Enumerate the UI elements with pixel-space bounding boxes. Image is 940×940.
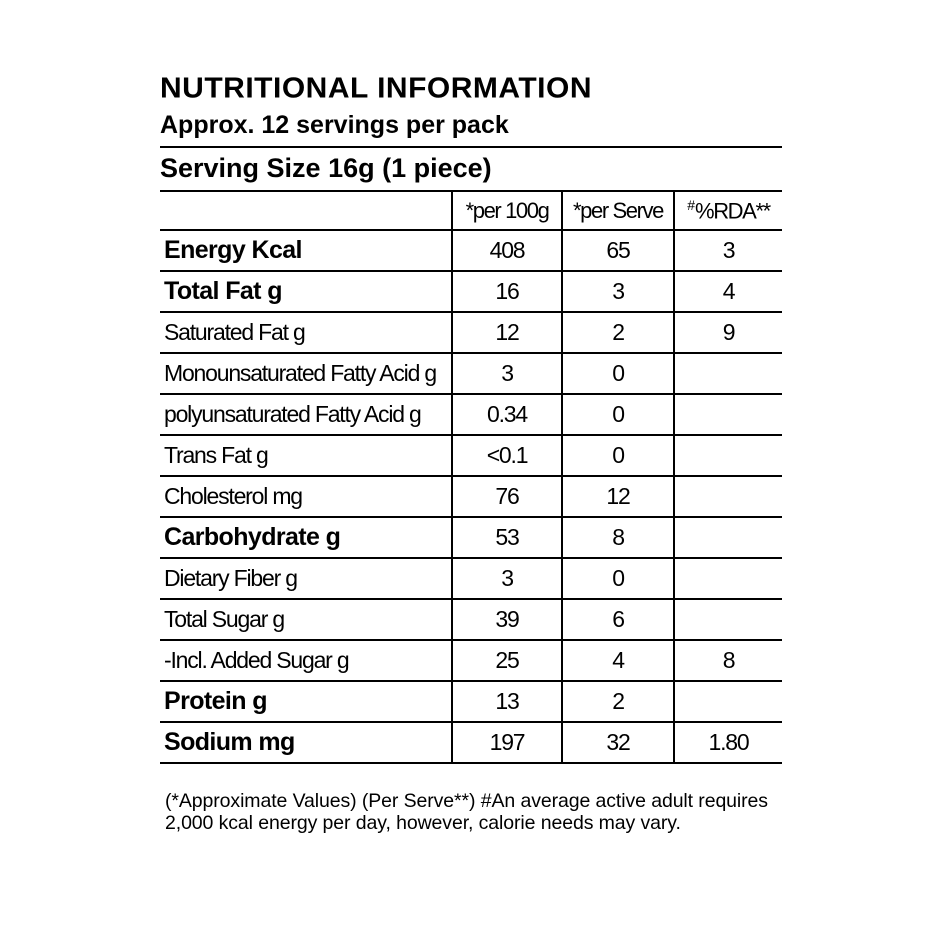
value-per-100g: 197 [452,722,562,763]
nutrient-name: polyunsaturated Fatty Acid g [160,394,452,435]
value-per-serve: 65 [562,230,674,271]
value-per-serve: 4 [562,640,674,681]
value-per-100g: 16 [452,271,562,312]
nutrition-table-body [160,230,782,763]
value-rda: 9 [674,312,782,353]
nutrient-name: Protein g [160,681,452,722]
nutrient-name: Cholesterol mg [160,476,452,517]
nutrient-name: Dietary Fiber g [160,558,452,599]
value-per-100g: 39 [452,599,562,640]
nutrient-name: Total Fat g [160,271,452,312]
nutrient-name: Trans Fat g [160,435,452,476]
value-per-100g: 408 [452,230,562,271]
value-rda [674,517,782,558]
value-rda [674,476,782,517]
table-row [160,271,782,312]
value-per-100g: 0.34 [452,394,562,435]
table-row [160,599,782,640]
value-rda: 8 [674,640,782,681]
value-per-serve: 2 [562,312,674,353]
value-rda: 4 [674,271,782,312]
nutrient-name: -Incl. Added Sugar g [160,640,452,681]
table-header-row [160,191,782,230]
value-rda [674,353,782,394]
value-per-serve: 8 [562,517,674,558]
value-per-serve: 0 [562,435,674,476]
nutrient-name: Energy Kcal [160,230,452,271]
value-per-100g: 12 [452,312,562,353]
value-per-100g: 3 [452,558,562,599]
value-per-serve: 12 [562,476,674,517]
column-header-per-100g: *per 100g [452,191,562,230]
table-row [160,722,782,763]
nutrient-name: Saturated Fat g [160,312,452,353]
value-rda [674,599,782,640]
nutrient-name: Total Sugar g [160,599,452,640]
value-per-serve: 0 [562,394,674,435]
value-per-serve: 3 [562,271,674,312]
value-per-100g: 25 [452,640,562,681]
nutrition-panel [160,72,782,764]
value-per-serve: 6 [562,599,674,640]
value-rda [674,435,782,476]
nutrient-name: Sodium mg [160,722,452,763]
table-row [160,681,782,722]
value-per-100g: 53 [452,517,562,558]
table-row [160,640,782,681]
table-row [160,517,782,558]
nutrient-name: Monounsaturated Fatty Acid g [160,353,452,394]
rda-hash-marker: # [687,196,696,213]
servings-per-pack: Approx. 12 servings per pack [160,110,782,148]
column-header-rda [674,191,782,230]
value-per-100g: 3 [452,353,562,394]
value-per-serve: 0 [562,558,674,599]
column-header-per-serve: *per Serve [562,191,674,230]
nutrient-name: Carbohydrate g [160,517,452,558]
value-rda [674,394,782,435]
value-per-100g: <0.1 [452,435,562,476]
table-row [160,394,782,435]
value-rda: 1.80 [674,722,782,763]
nutrition-table [160,190,782,764]
table-row [160,230,782,271]
serving-size: Serving Size 16g (1 piece) [160,153,492,183]
table-row [160,353,782,394]
value-rda: 3 [674,230,782,271]
value-rda [674,681,782,722]
page-title: NUTRITIONAL INFORMATION [160,72,593,105]
value-per-100g: 76 [452,476,562,517]
value-per-serve: 0 [562,353,674,394]
table-row [160,435,782,476]
column-header-nutrient [160,191,452,230]
value-per-serve: 2 [562,681,674,722]
table-row [160,312,782,353]
value-per-serve: 32 [562,722,674,763]
value-rda [674,558,782,599]
table-row [160,558,782,599]
table-row [160,476,782,517]
rda-header-label: %RDA** [695,198,770,224]
value-per-100g: 13 [452,681,562,722]
footnote: (*Approximate Values) (Per Serve**) #An average active adult requires 2,000 kcal energy per day, however, calorie needs may vary. [165,790,768,834]
